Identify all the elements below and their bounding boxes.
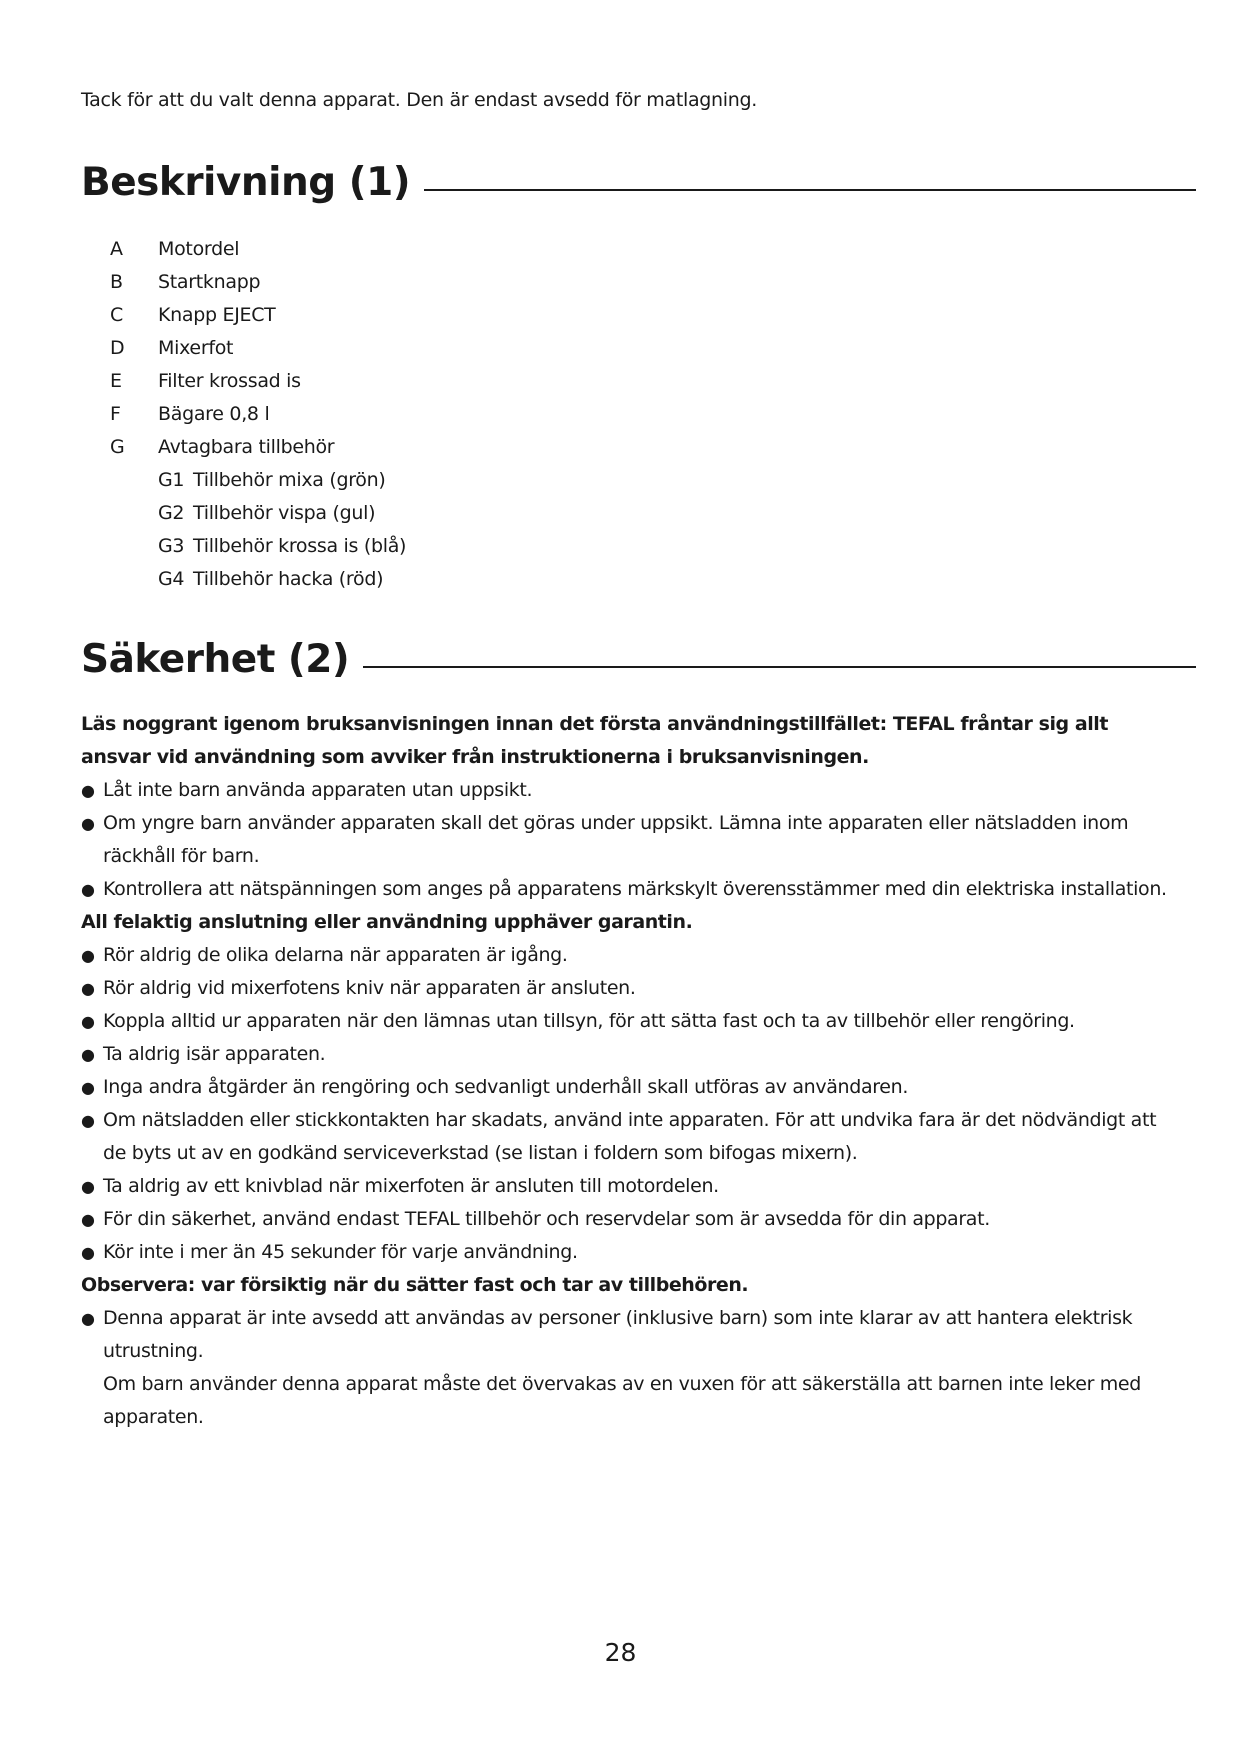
part-letter: C <box>110 304 123 326</box>
bullet-icon: ● <box>81 979 95 998</box>
bullet-icon: ● <box>81 1012 95 1031</box>
list-item: ● För din säkerhet, använd endast TEFAL tillbehör och reservdelar som är avsedda för din apparat. <box>81 1203 1181 1236</box>
list-item: ● Kör inte i mer än 45 sekunder för varje användning. <box>81 1236 1181 1269</box>
bullet-icon: ● <box>81 1243 95 1262</box>
part-letter: A <box>110 238 123 260</box>
warning-text: Observera: var försiktig när du sätter fast och tar av tillbehören. <box>81 1274 749 1296</box>
list-item: ● Koppla alltid ur apparaten när den lämnas utan tillsyn, för att sätta fast och ta av tillbehör eller rengöring. <box>81 1005 1181 1038</box>
part-letter: G <box>110 436 125 458</box>
sub-part-code: G1 <box>158 469 185 491</box>
sub-list-item <box>110 464 406 497</box>
list-item: ● Rör aldrig de olika delarna när apparaten är igång. <box>81 939 1181 972</box>
part-letter: D <box>110 337 125 359</box>
section-title-text: Beskrivning (1) <box>81 160 411 205</box>
parts-list <box>110 233 406 596</box>
safety-list-1 <box>81 774 1181 906</box>
part-letter: B <box>110 271 123 293</box>
bullet-icon: ● <box>81 1309 95 1328</box>
list-item: ● Ta aldrig isär apparaten. <box>81 1038 1181 1071</box>
list-item: ● Låt inte barn använda apparaten utan uppsikt. <box>81 774 1181 807</box>
list-item: ● Om yngre barn använder apparaten skall det göras under uppsikt. Lämna inte apparaten eller nätsladden inom räckhåll för barn. <box>81 807 1181 873</box>
bullet-icon: ● <box>81 1111 95 1130</box>
list-item <box>110 365 406 398</box>
list-item <box>110 233 406 266</box>
title-rule <box>424 188 1196 191</box>
part-letter: F <box>110 403 121 425</box>
sub-part-label: Tillbehör krossa is (blå) <box>193 535 407 557</box>
bullet-icon: ● <box>81 1045 95 1064</box>
list-item: ● Rör aldrig vid mixerfotens kniv när apparaten är ansluten. <box>81 972 1181 1005</box>
safety-section <box>81 708 1181 1434</box>
bullet-icon: ● <box>81 1210 95 1229</box>
sub-list-item <box>110 563 406 596</box>
bullet-icon: ● <box>81 781 95 800</box>
part-label: Startknapp <box>158 271 261 293</box>
safety-lead: Läs noggrant igenom bruksanvisningen innan det första användningstillfället: TEFAL fråntar sig allt ansvar vid användning som avviker från instruktionerna i bruksanvisningen. <box>81 713 1108 768</box>
sub-part-code: G4 <box>158 568 185 590</box>
bullet-icon: ● <box>81 1078 95 1097</box>
list-item <box>110 398 406 431</box>
list-item <box>110 431 406 464</box>
sub-part-code: G2 <box>158 502 185 524</box>
bullet-continuation: Om barn använder denna apparat måste det övervakas av en vuxen för att säkerställa att barnen inte leker med apparaten. <box>103 1373 1141 1428</box>
bullet-icon: ● <box>81 880 95 899</box>
part-label: Knapp EJECT <box>158 304 276 326</box>
sub-part-code: G3 <box>158 535 185 557</box>
sub-list-item <box>110 497 406 530</box>
list-item: ● Om nätsladden eller stickkontakten har skadats, använd inte apparaten. För att undvika fara är det nödvändigt att de byts ut av en godkänd serviceverkstad (se listan i foldern som bifogas mixern). <box>81 1104 1181 1170</box>
part-label: Filter krossad is <box>158 370 301 392</box>
list-item <box>110 332 406 365</box>
page-number: 28 <box>604 1638 637 1667</box>
bullet-icon: ● <box>81 1177 95 1196</box>
bullet-icon: ● <box>81 946 95 965</box>
safety-list-2 <box>81 939 1181 1269</box>
list-item <box>110 299 406 332</box>
part-label: Avtagbara tillbehör <box>158 436 335 458</box>
section-title-description <box>81 160 1196 205</box>
list-item: ● Kontrollera att nätspänningen som anges på apparatens märkskylt överensstämmer med din elektriska installation. <box>81 873 1181 906</box>
list-item: ● Ta aldrig av ett knivblad när mixerfoten är ansluten till motordelen. <box>81 1170 1181 1203</box>
intro-text: Tack för att du valt denna apparat. Den är endast avsedd för matlagning. <box>81 89 758 111</box>
sub-part-label: Tillbehör vispa (gul) <box>193 502 376 524</box>
list-item: ● Denna apparat är inte avsedd att användas av personer (inklusive barn) som inte klarar av att hantera elektrisk utrustning. Om barn använder denna apparat måste det övervakas av en vuxen för att säkerställa att barnen inte leker med apparaten. <box>81 1302 1181 1434</box>
warning-text: All felaktig anslutning eller användning upphäver garantin. <box>81 911 693 933</box>
sub-list-item <box>110 530 406 563</box>
part-letter: E <box>110 370 122 392</box>
sub-part-label: Tillbehör mixa (grön) <box>193 469 386 491</box>
list-item <box>110 266 406 299</box>
part-label: Motordel <box>158 238 240 260</box>
list-item: ● Inga andra åtgärder än rengöring och sedvanligt underhåll skall utföras av användaren. <box>81 1071 1181 1104</box>
sub-part-label: Tillbehör hacka (röd) <box>193 568 384 590</box>
section-title-text: Säkerhet (2) <box>81 637 350 682</box>
part-label: Bägare 0,8 l <box>158 403 270 425</box>
section-title-safety <box>81 637 1196 682</box>
title-rule <box>363 665 1196 668</box>
part-label: Mixerfot <box>158 337 234 359</box>
safety-list-3 <box>81 1302 1181 1434</box>
bullet-icon: ● <box>81 814 95 833</box>
